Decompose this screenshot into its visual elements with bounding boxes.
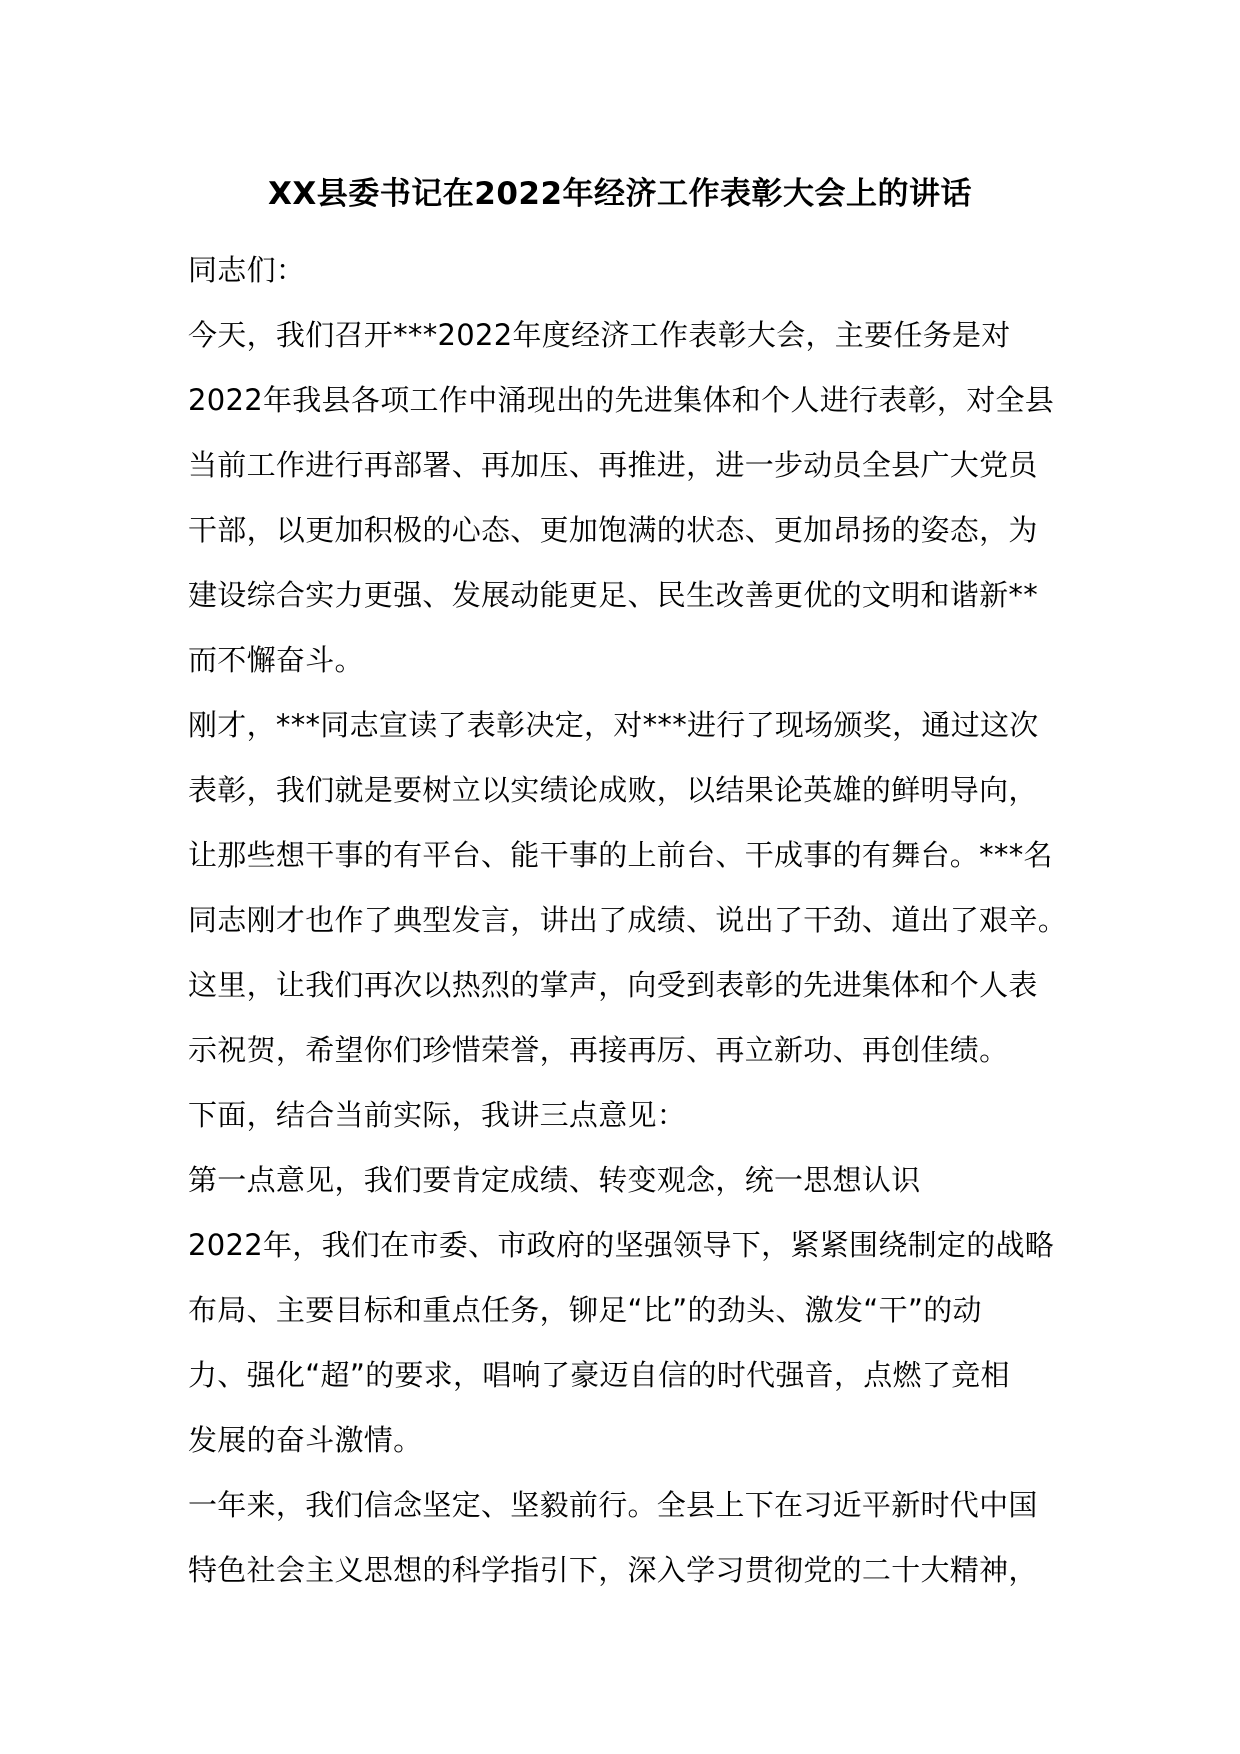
body-line: 这里，让我们再次以热烈的掌声，向受到表彰的先进集体和个人表 [188, 968, 1038, 1002]
body-line: 同志们： [188, 253, 306, 287]
body-line: 今天，我们召开***2022年度经济工作表彰大会，主要任务是对 [188, 318, 1011, 352]
body-line: 建设综合实力更强、发展动能更足、民生改善更优的文明和谐新** [188, 578, 1039, 612]
body-line: 发展的奋斗激情。 [188, 1423, 423, 1457]
document-title: XX县委书记在2022年经济工作表彰大会上的讲话 [267, 176, 973, 212]
section-heading: 第一点意见，我们要肯定成绩、转变观念，统一思想认识 [188, 1163, 921, 1197]
body-line: 当前工作进行再部署、再加压、再推进，进一步动员全县广大党员 [188, 448, 1038, 482]
body-line: 表彰，我们就是要树立以实绩论成败，以结果论英雄的鲜明导向， [188, 773, 1038, 807]
body-line: 示祝贺，希望你们珍惜荣誉，再接再厉、再立新功、再创佳绩。 [188, 1033, 1009, 1067]
body-line: 而不懈奋斗。 [188, 643, 364, 677]
body-line: 2022年，我们在市委、市政府的坚强领导下，紧紧围绕制定的战略 [188, 1228, 1055, 1262]
body-line: 下面，结合当前实际，我讲三点意见： [188, 1098, 687, 1132]
body-line: 2022年我县各项工作中涌现出的先进集体和个人进行表彰，对全县 [188, 383, 1055, 417]
body-line: 一年来，我们信念坚定、坚毅前行。全县上下在习近平新时代中国 [188, 1488, 1038, 1522]
body-line: 刚才，***同志宣读了表彰决定，对***进行了现场颁奖，通过这次 [188, 708, 1039, 742]
body-line: 布局、主要目标和重点任务，铆足“比”的劲头、激发“干”的动 [188, 1293, 982, 1327]
document-body [188, 238, 1088, 1603]
body-line: 特色社会主义思想的科学指引下，深入学习贯彻党的二十大精神， [188, 1553, 1038, 1587]
body-line: 同志刚才也作了典型发言，讲出了成绩、说出了干劲、道出了艰辛。 [188, 903, 1068, 937]
body-line: 干部，以更加积极的心态、更加饱满的状态、更加昂扬的姿态，为 [188, 513, 1038, 547]
body-line: 让那些想干事的有平台、能干事的上前台、干成事的有舞台。***名 [188, 838, 1053, 872]
body-line: 力、强化“超”的要求，唱响了豪迈自信的时代强音，点燃了竞相 [188, 1358, 1010, 1392]
